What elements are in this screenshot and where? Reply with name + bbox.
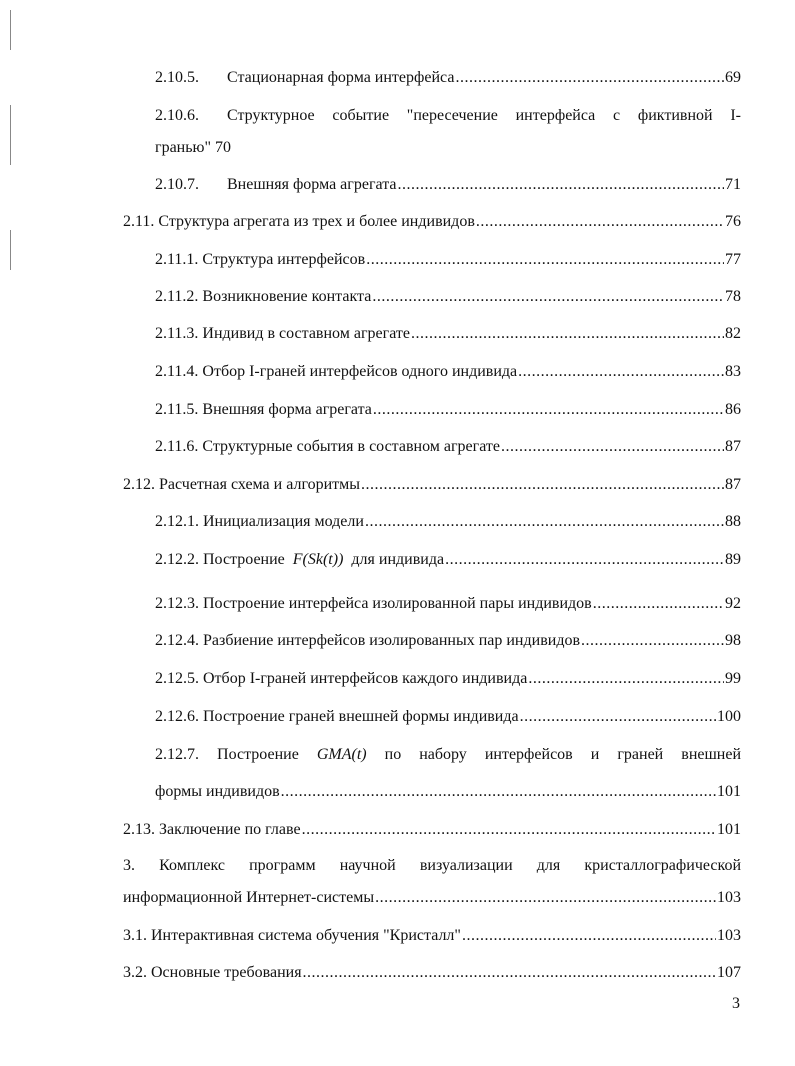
toc-leader [373, 400, 724, 420]
toc-leader [397, 175, 724, 195]
toc-number: 2.12.7. [155, 746, 199, 763]
toc-leader [581, 631, 724, 651]
toc-number: 2.10.5. [155, 69, 199, 86]
toc-leader [501, 437, 724, 457]
toc-entry[interactable] [123, 963, 741, 983]
toc-number: 2.10.6. [155, 107, 199, 124]
toc-title: Построение интерфейса изолированной пары индивидов [203, 595, 592, 612]
toc-entry[interactable] [155, 594, 741, 614]
toc-number: 2.11.3. [155, 325, 199, 342]
toc-title: Внешняя форма агрегата [202, 401, 372, 418]
toc-entry[interactable] [155, 669, 741, 689]
toc-page: 78 [725, 288, 741, 305]
toc-title: Основные требования [151, 964, 302, 981]
toc-leader [445, 550, 724, 570]
toc-entry[interactable] [155, 324, 741, 344]
toc-leader [372, 287, 724, 307]
toc-number: 2.11.4. [155, 363, 199, 380]
toc-title: Отбор I-граней интерфейсов каждого индивида [203, 670, 528, 687]
toc-leader [455, 68, 724, 88]
scan-mark [10, 105, 11, 165]
toc-leader [366, 250, 724, 270]
toc-entry[interactable] [123, 856, 741, 876]
toc-leader [462, 926, 716, 946]
toc-page: 100 [717, 708, 741, 725]
toc-entry[interactable] [155, 512, 741, 532]
toc-entry[interactable] [155, 437, 741, 457]
toc-page: 87 [725, 476, 741, 493]
toc-title: Комплекс программ научной визуализации для кристаллографической [159, 857, 741, 874]
toc-page: 103 [717, 927, 741, 944]
toc-entry-continuation [155, 138, 231, 158]
toc-number: 2.12.3. [155, 595, 199, 612]
toc-title: Индивид в составном агрегате [202, 325, 410, 342]
toc-entry[interactable] [155, 175, 741, 195]
toc-title: Построение граней внешней формы индивида [203, 708, 519, 725]
toc-title: Разбиение интерфейсов изолированных пар индивидов [203, 632, 581, 649]
toc-number: 2.11.1. [155, 251, 199, 268]
toc-number: 2.12.2. [155, 551, 199, 568]
toc-number: 3.1. [123, 927, 147, 944]
toc-number: 2.12.5. [155, 670, 199, 687]
toc-title: Внешняя форма агрегата [227, 176, 397, 193]
toc-leader [528, 669, 724, 689]
toc-entry[interactable] [123, 475, 741, 495]
toc-title: Стационарная форма интерфейса [227, 69, 455, 86]
toc-entry[interactable] [155, 68, 741, 88]
toc-entry[interactable] [155, 250, 741, 270]
toc-entry[interactable] [155, 631, 741, 651]
toc-title: Структурное событие "пересечение интерфейса с фиктивной I- [227, 107, 741, 124]
page-number: 3 [732, 995, 740, 1012]
toc-title-line [123, 856, 741, 876]
toc-leader [518, 362, 724, 382]
toc-entry[interactable] [123, 820, 741, 840]
toc-page: 101 [717, 783, 741, 800]
toc-entry-continuation[interactable] [155, 782, 741, 802]
toc-leader [281, 782, 716, 802]
toc-title: формы индивидов [155, 783, 280, 800]
toc-number: 2.12. [123, 476, 155, 493]
toc-page: 88 [725, 513, 741, 530]
toc-page: 77 [725, 251, 741, 268]
toc-number: 2.11. [123, 213, 155, 230]
toc-leader [520, 707, 716, 727]
toc-page: 92 [725, 595, 741, 612]
scan-mark [10, 10, 11, 50]
toc-page: 83 [725, 363, 741, 380]
toc-number: 2.11.5. [155, 401, 199, 418]
toc-number: 2.11.6. [155, 438, 199, 455]
toc-title-suffix: для индивида [351, 551, 445, 568]
toc-title: Возникновение контакта [202, 288, 372, 305]
toc-number: 3.2. [123, 964, 147, 981]
toc-number: 2.13. [123, 821, 155, 838]
toc-entry[interactable] [155, 550, 741, 570]
toc-title: информационной Интернет-системы [123, 889, 375, 906]
toc-number: 3. [123, 857, 135, 874]
toc-leader [365, 512, 724, 532]
toc-title: Построение [203, 551, 285, 568]
toc-page: 89 [725, 551, 741, 568]
toc-title: Заключение по главе [159, 821, 301, 838]
toc-entry[interactable] [155, 400, 741, 420]
toc-leader [361, 475, 724, 495]
toc-title: Отбор I-граней интерфейсов одного индивида [202, 363, 518, 380]
toc-title: Структурные события в составном агрегате [202, 438, 500, 455]
toc-title: Расчетная схема и алгоритмы [159, 476, 361, 493]
toc-page: 71 [725, 176, 741, 193]
toc-title: Структура интерфейсов [202, 251, 366, 268]
toc-title: Структура агрегата из трех и более индивидов [158, 213, 475, 230]
toc-number: 2.11.2. [155, 288, 199, 305]
toc-leader [593, 594, 724, 614]
toc-entry[interactable] [155, 362, 741, 382]
toc-leader [303, 963, 716, 983]
toc-leader [476, 212, 724, 232]
toc-leader [411, 324, 724, 344]
toc-number: 2.12.4. [155, 632, 199, 649]
toc-entry[interactable] [123, 212, 741, 232]
toc-number: 2.12.6. [155, 708, 199, 725]
toc-entry[interactable] [155, 745, 741, 765]
toc-title: Построение [217, 746, 299, 763]
toc-entry-continuation[interactable] [123, 888, 741, 908]
toc-entry[interactable] [155, 106, 741, 126]
toc-page: 87 [725, 438, 741, 455]
scan-mark [10, 230, 11, 270]
toc-title: гранью" 70 [155, 139, 232, 156]
toc-title: Интерактивная система обучения "Кристалл" [151, 927, 461, 944]
toc-page: 98 [725, 632, 741, 649]
toc-math-formula: F(Sk(t)) [292, 551, 344, 568]
toc-page: 76 [725, 213, 741, 230]
toc-page: 86 [725, 401, 741, 418]
toc-number: 2.12.1. [155, 513, 199, 530]
toc-entry[interactable] [155, 287, 741, 307]
toc-page: 82 [725, 325, 741, 342]
toc-title: Инициализация модели [203, 513, 364, 530]
toc-title-line [155, 745, 741, 765]
toc-page: 101 [717, 821, 741, 838]
toc-math-formula: GMA(t) [316, 746, 367, 763]
toc-entry[interactable] [123, 926, 741, 946]
toc-leader [375, 888, 716, 908]
toc-title-suffix: по набору интерфейсов и граней внешней [384, 746, 742, 763]
toc-leader [302, 820, 716, 840]
toc-page: 69 [725, 69, 741, 86]
toc-entry[interactable] [155, 707, 741, 727]
toc-number: 2.10.7. [155, 176, 199, 193]
toc-page: 103 [717, 889, 741, 906]
toc-page: 99 [725, 670, 741, 687]
toc-page: 107 [717, 964, 741, 981]
